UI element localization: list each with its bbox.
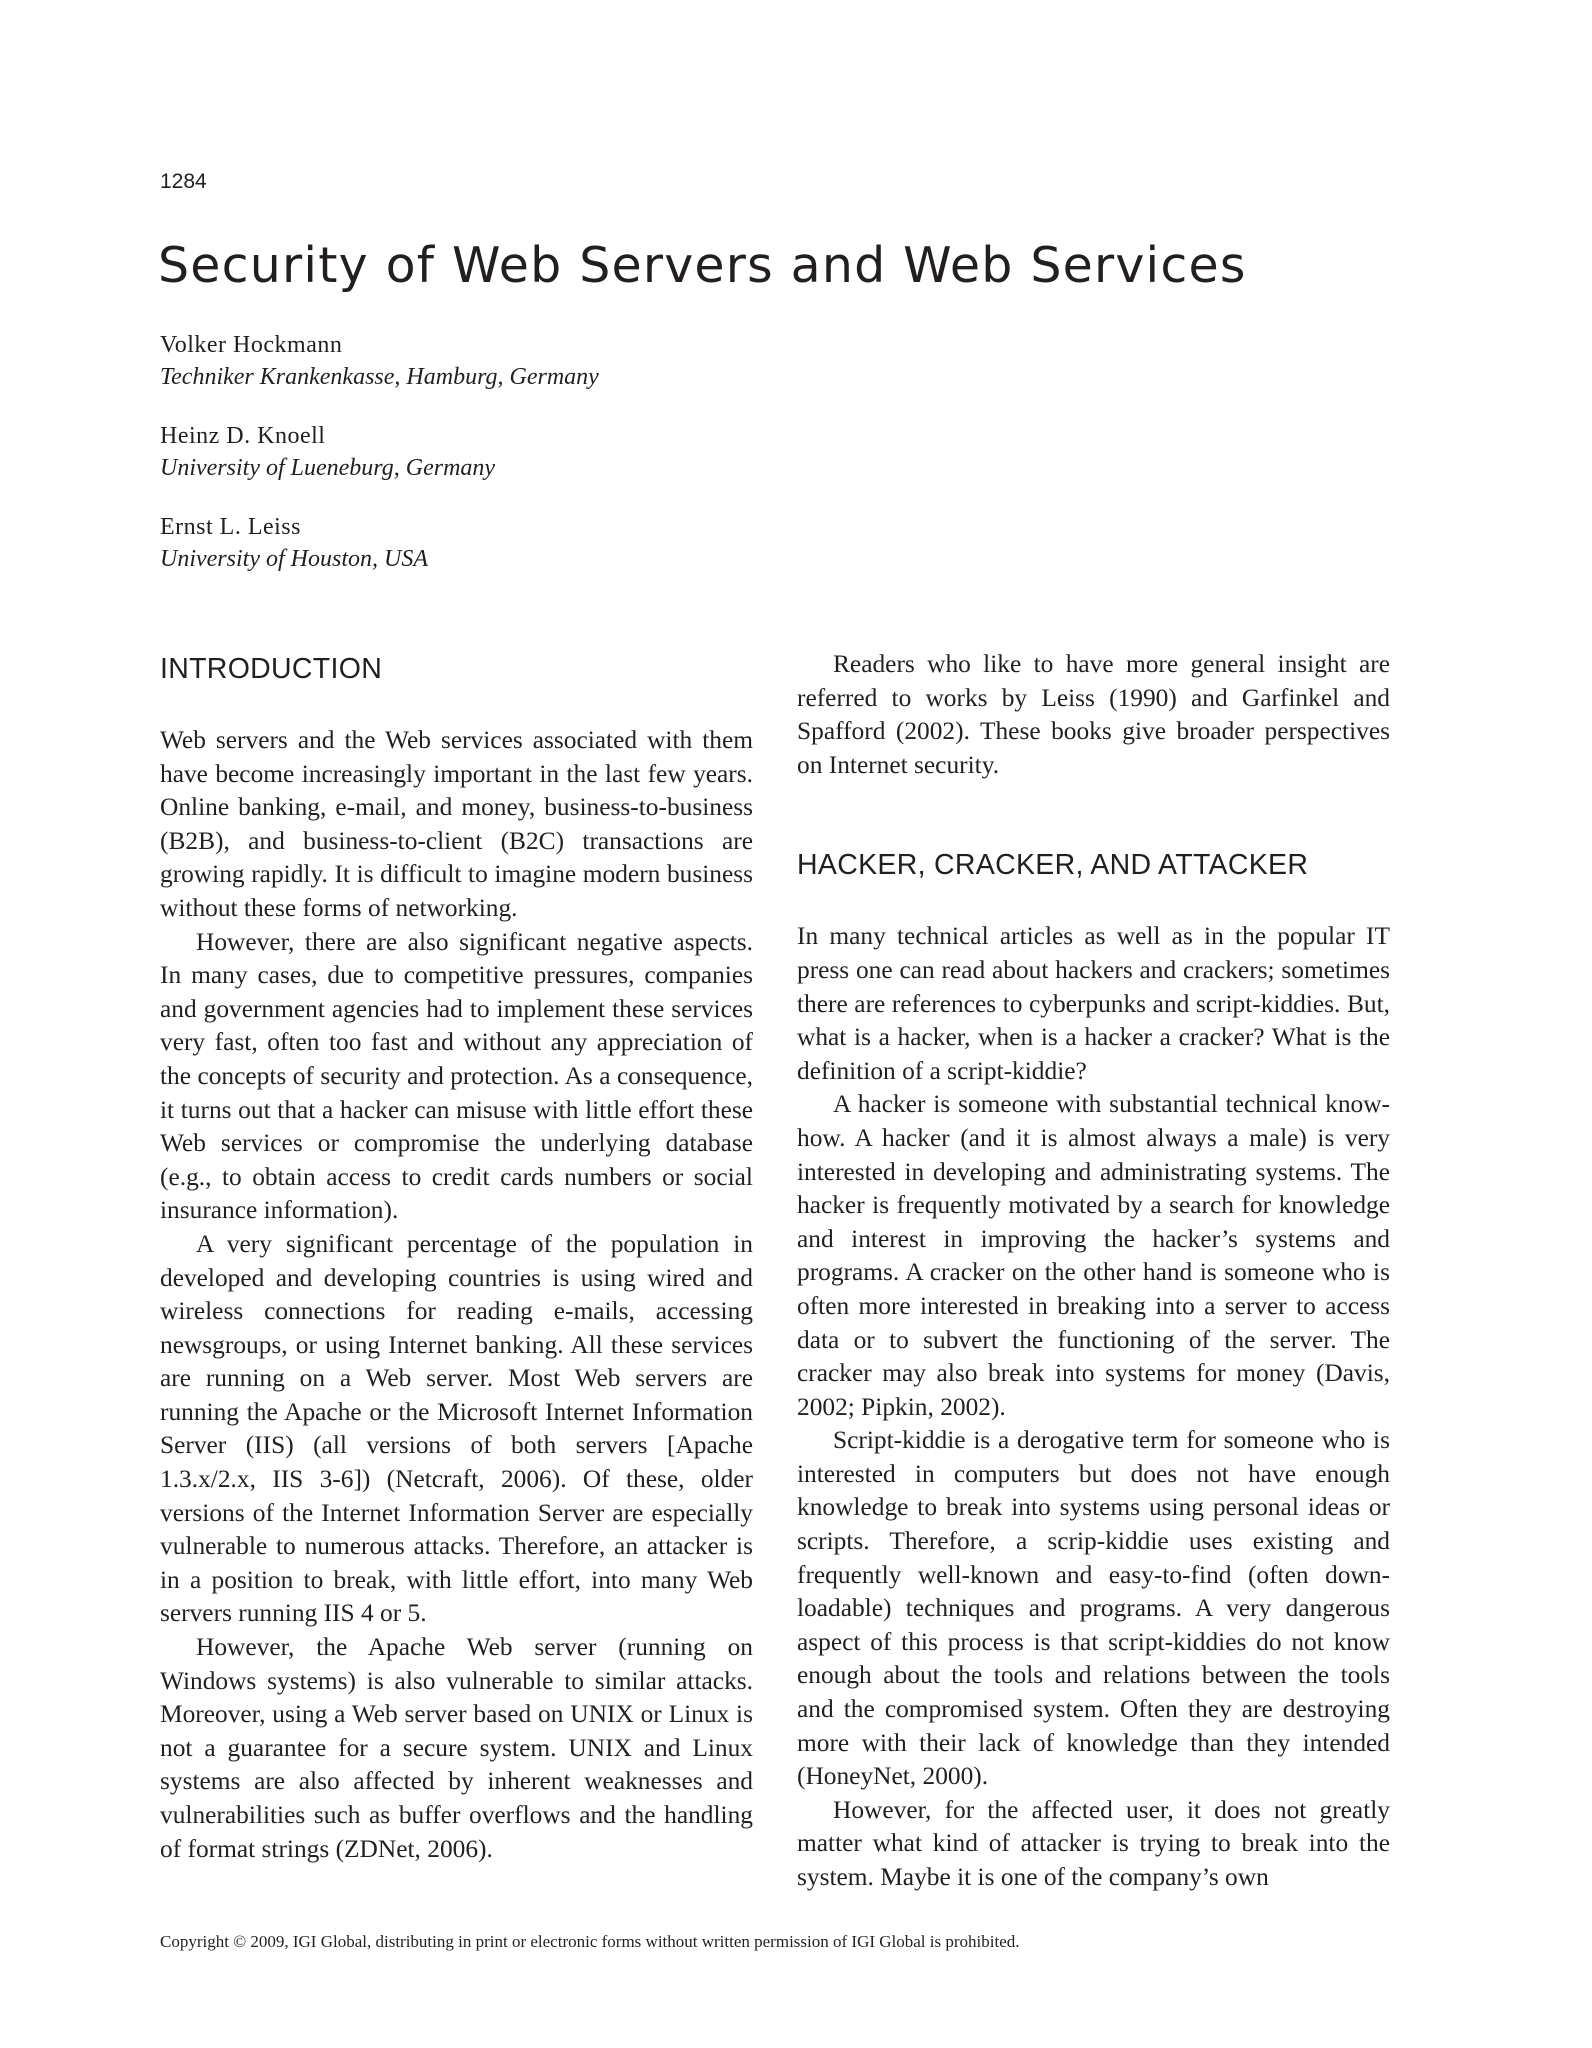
body-paragraph: A very significant percentage of the population in developed and developing countries is using wired and wireless connections for reading e-mails, accessing newsgroups, or using Internet banking. All these services are running on a Web server. Most Web servers are running the Apache or the Microsoft Internet Information Server (IIS) (all versions of both servers [Apache 1.3.x/2.x, IIS 3-6]) (Netcraft, 2006). Of these, older versions of the Internet Information Server are especially vulnerable to numerous attacks. Therefore, an attacker is in a position to break, with little effort, into many Web servers running IIS 4 or 5. — [160, 1229, 753, 1628]
hacker-section-heading: HACKER, CRACKER, AND ATTACKER — [797, 849, 1309, 882]
body-paragraph: A hacker is someone with substantial technical know-how. A hacker (and it is almost always a male) is very interested in developing and administrating systems. The hacker is frequently motivated by a search for knowledge and interest in improving the hacker’s systems and programs. A cracker on the other hand is someone who is often more interested in breaking into a server to access data or to subvert the functioning of the server. The cracker may also break into systems for money (Davis, 2002; Pipkin, 2002). — [797, 1090, 1390, 1421]
right-column — [797, 648, 1390, 1895]
body-paragraph: Script-kiddie is a derogative term for someone who is interested in computers but does not have enough knowledge to break into systems using personal ideas or scripts. Therefore, a scrip-kiddie uses existing and frequently well-known and easy-to-find (often downloadable) techniques and programs. A very dangerous aspect of this process is that script-kiddies do not know enough about the tools and relations between the tools and the compromised system. Often they are destroying more with their lack of knowledge than they intended (HoneyNet, 2000). — [797, 1426, 1390, 1791]
author-name: Ernst L. Leiss — [160, 514, 301, 540]
body-paragraph: Readers who like to have more general insight are referred to works by Leiss (1990) and Garfinkel and Spafford (2002). These books give broader perspectives on Internet security. — [797, 650, 1390, 779]
author-list — [160, 329, 599, 602]
body-paragraph: However, there are also significant negative aspects. In many cases, due to competitive pressures, companies and government agencies had to implement these services very fast, often too fast and without any appreciation of the concepts of security and protection. As a consequence, it turns out that a hacker can misuse with little effort these Web services or compromise the underlying database (e.g., to obtain access to credit cards numbers or social insurance information). — [160, 927, 753, 1225]
body-paragraph: However, for the affected user, it does not greatly matter what kind of attacker is trying to break into the system. Maybe it is one of the company’s own — [797, 1795, 1390, 1891]
copyright-notice: Copyright © 2009, IGI Global, distributing in print or electronic forms without written permission of IGI Global is prohibited. — [160, 1932, 1020, 1951]
page-number: 1284 — [160, 170, 207, 193]
author-block — [160, 511, 599, 575]
body-paragraph: In many technical articles as well as in the popular IT press one can read about hackers and crackers; sometimes there are references to cyberpunks and script-kiddies. But, what is a hacker, when is a hacker a cracker? What is the definition of a script-kiddie? — [797, 922, 1390, 1085]
author-block — [160, 329, 599, 393]
left-column — [160, 648, 753, 1866]
introduction-heading: INTRODUCTION — [160, 653, 383, 685]
author-name: Volker Hockmann — [160, 332, 343, 358]
body-paragraph: However, the Apache Web server (running on Windows systems) is also vulnerable to similar attacks. Moreover, using a Web server based on UNIX or Linux is not a guarantee for a secure system. UNIX and Linux systems are also affected by inherent weaknesses and vulnerabilities such as buffer overflows and the handling of format strings (ZDNet, 2006). — [160, 1633, 753, 1863]
body-paragraph: Web servers and the Web services associated with them have become increasingly important in the last few years. Online banking, e-mail, and money, business-to-business (B2B), and business-to-client (B2C) transactions are growing rapidly. It is difficult to imagine modern business without these forms of networking. — [160, 726, 753, 922]
paper-title: Security of Web Servers and Web Services — [158, 237, 1247, 294]
author-name: Heinz D. Knoell — [160, 423, 326, 449]
author-affiliation: Techniker Krankenkasse, Hamburg, Germany — [160, 364, 599, 390]
author-affiliation: University of Houston, USA — [160, 546, 428, 572]
author-block — [160, 420, 599, 484]
author-affiliation: University of Lueneburg, Germany — [160, 455, 496, 481]
